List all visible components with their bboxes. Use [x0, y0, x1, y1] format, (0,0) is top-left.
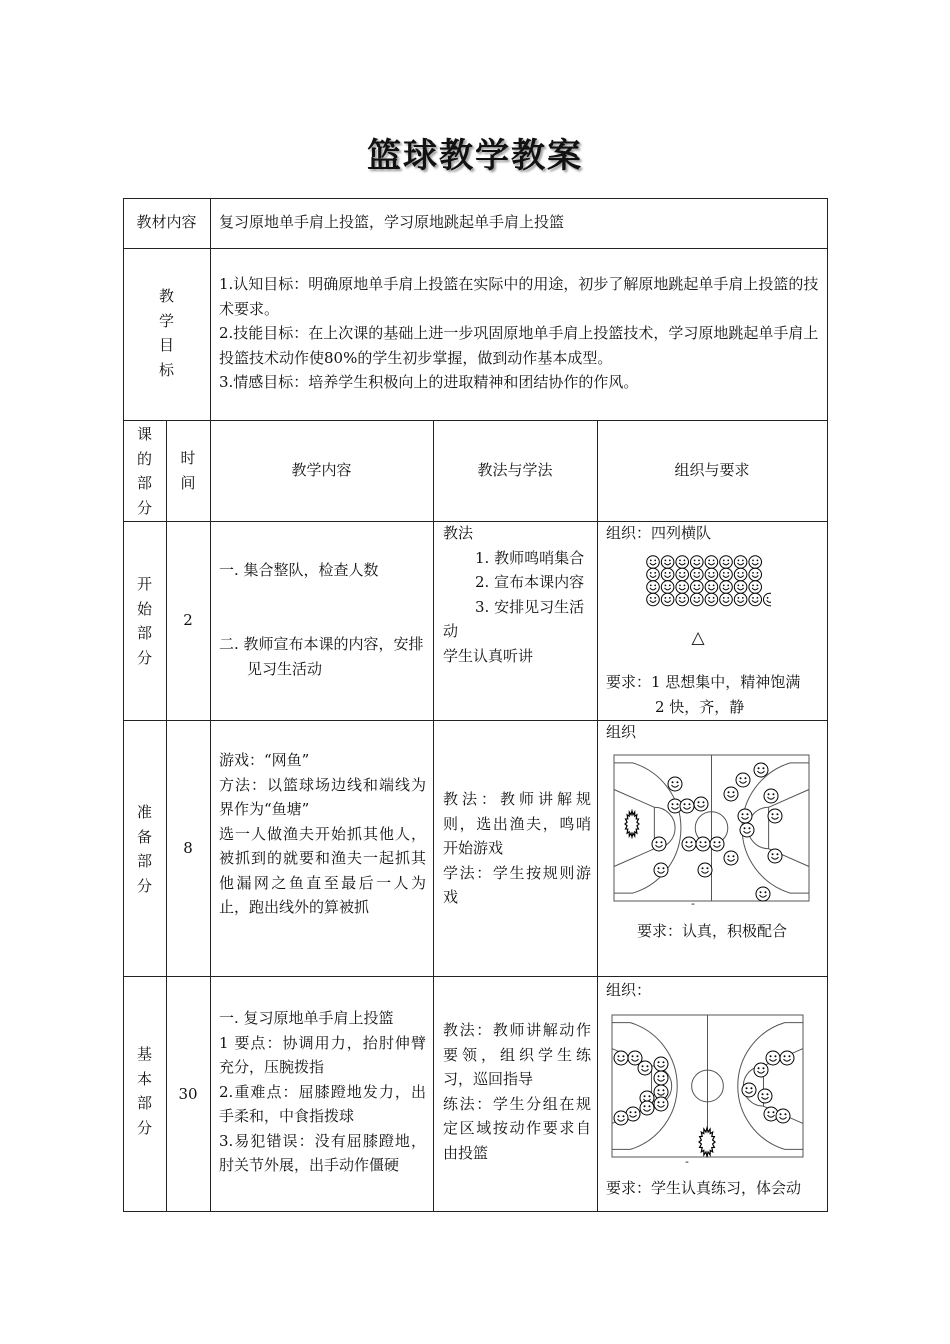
start-org-heading: 组织：四列横队: [606, 524, 712, 542]
student-smiley-icon: [676, 593, 689, 606]
student-smiley-icon: [768, 809, 782, 823]
student-smiley-icon: [652, 837, 666, 851]
start-org-req2: 2 快，齐，静: [655, 698, 745, 716]
student-smiley-icon: [682, 837, 696, 851]
header-content: 教学内容: [291, 461, 352, 479]
student-smiley-icon: [738, 809, 752, 823]
student-smiley-icon: [764, 789, 778, 803]
student-smiley-icon: [647, 581, 660, 594]
material-label: 教材内容: [136, 213, 197, 231]
student-smiley-icon: [720, 581, 733, 594]
student-smiley-icon: [698, 863, 712, 877]
student-smiley-icon: [754, 763, 768, 777]
student-smiley-icon: [691, 556, 704, 569]
student-smiley-icon: [680, 799, 694, 813]
basic-method: 教法：教师讲解动作要领，组织学生练习，巡回指导 练法：学生分组在规定区域按动作要求自由投篮: [443, 1021, 591, 1162]
student-smiley-icon: [749, 593, 762, 606]
method-step: 1. 教师鸣哨集合: [475, 548, 585, 567]
student-smiley-icon: [614, 1111, 628, 1125]
student-smiley-icon: [691, 581, 704, 594]
student-smiley-icon: [676, 556, 689, 569]
student-smiley-icon: [720, 593, 733, 606]
section-part-basic: 基 本 部 分: [136, 1045, 152, 1137]
student-smiley-icon: [661, 581, 674, 594]
teacher-triangle-icon: △: [691, 628, 705, 648]
header-org: 组织与要求: [674, 461, 750, 479]
page-title: 篮球教学教案: [367, 136, 583, 176]
fishing-game-court-diagram: [613, 754, 810, 902]
student-smiley-icon: [749, 556, 762, 569]
student-smiley-icon: [647, 556, 660, 569]
student-smiley-icon: [780, 1051, 794, 1065]
lesson-plan-table: [123, 198, 828, 1212]
section-part-prep: 准 备 部 分: [136, 803, 152, 895]
student-smiley-icon: [742, 1083, 756, 1097]
student-smiley-icon: [720, 568, 733, 581]
student-smiley-icon: [694, 797, 708, 811]
student-smiley-icon: [661, 593, 674, 606]
section-time-start: 2: [183, 611, 193, 629]
student-smiley-icon: [754, 1063, 768, 1077]
student-smiley-icon: [696, 837, 710, 851]
student-smiley-icon: [705, 581, 718, 594]
student-smiley-icon: [705, 556, 718, 569]
section-part-start: 开 始 部 分: [136, 575, 152, 667]
shooting-practice-court-diagram: [611, 1014, 804, 1158]
header-method: 教法与学法: [477, 461, 553, 479]
prep-diagram-dash: -: [691, 897, 695, 910]
material-text: 复习原地单手肩上投篮，学习原地跳起单手肩上投篮: [219, 213, 565, 231]
student-smiley-icon: [724, 787, 738, 801]
section-time-prep: 8: [183, 839, 193, 857]
prep-org-req: 要求：认真，积极配合: [636, 922, 787, 940]
student-smiley-icon: [647, 593, 660, 606]
student-smiley-icon: [710, 837, 724, 851]
header-part: 课 的 部 分: [136, 425, 152, 517]
goal-item: 1.认知目标：明确原地单手肩上投篮在实际中的用途，初步了解原地跳起单手肩上投篮的技术要求。: [219, 275, 819, 318]
student-smiley-icon: [720, 556, 733, 569]
teacher-icon: [699, 1128, 715, 1156]
student-smiley-icon: [734, 556, 747, 569]
goals-label: 教 学 目 标: [158, 287, 174, 379]
student-smiley-icon: [654, 1071, 668, 1085]
fisherman-icon: [625, 811, 639, 837]
method-step: 2. 宣布本课内容: [475, 573, 585, 591]
student-smiley-icon: [691, 593, 704, 606]
student-smiley-icon: [766, 1051, 780, 1065]
student-smiley-icon: [647, 568, 660, 581]
student-smiley-icon: [736, 773, 750, 787]
student-smiley-icon: [654, 1097, 668, 1111]
header-time: 时 间: [180, 449, 196, 492]
student-smiley-icon: [749, 581, 762, 594]
start-method: 教法 1. 教师鸣哨集合 2. 宣布本课内容 3. 安排见习生活动 学生认真听讲: [443, 521, 593, 668]
student-smiley-icon: [758, 1089, 772, 1103]
student-smiley-icon: [676, 581, 689, 594]
goal-item: 3.情感目标：培养学生积极向上的进取精神和团结协作的作风。: [219, 373, 639, 391]
student-smiley-icon: [661, 568, 674, 581]
left-three-point-line: [612, 1023, 677, 1150]
prep-org-heading: 组织: [606, 723, 637, 741]
student-smiley-icon: [705, 568, 718, 581]
prep-method: 教法：教师讲解规则，选出渔夫，鸣哨开始游戏 学法：学生按规则游戏: [443, 790, 591, 906]
basic-org-heading: 组织：: [606, 981, 652, 999]
goals-list: [219, 272, 819, 395]
start-org-req1: 要求：1 思想集中，精神饱满: [606, 673, 801, 691]
student-smiley-icon: [640, 1101, 654, 1115]
goal-item: 2.技能目标：在上次课的基础上进一步巩固原地单手肩上投篮技术，学习原地跳起单手肩上投篮技术动作使80%的学生初步掌握，做到动作基本成型。: [219, 324, 819, 367]
student-smiley-icon: [676, 568, 689, 581]
student-smiley-icon: [756, 887, 770, 901]
student-smiley-icon: [614, 1051, 628, 1065]
student-smiley-icon: [734, 568, 747, 581]
section-time-basic: 30: [178, 1085, 198, 1103]
student-smiley-icon: [654, 863, 668, 877]
student-smiley-icon: [734, 581, 747, 594]
basic-diagram-dash: -: [685, 1155, 689, 1168]
student-smiley-icon: [668, 777, 682, 791]
student-smiley-icon: [764, 593, 772, 606]
start-content-1: 一. 集合整队，检查人数: [219, 561, 379, 579]
basic-org-req: 要求：学生认真练习，体会动: [606, 1179, 802, 1197]
student-smiley-icon: [654, 1057, 668, 1071]
student-smiley-icon: [724, 851, 738, 865]
student-smiley-icon: [768, 849, 782, 863]
start-content-2: 二. 教师宣布本课的内容，安排见习生活动: [219, 635, 424, 678]
student-smiley-icon: [661, 556, 674, 569]
basic-content: 一. 复习原地单手肩上投篮 1 要点：协调用力，抬肘伸臂充分，压腕拨指 2.重难点：屈膝蹬地发力，出手柔和，中食指拨球 3.易犯错误：没有屈膝蹬地，肘关节外展，出手动作僵硬: [219, 1009, 426, 1174]
formation-diagram: [641, 554, 771, 614]
student-smiley-icon: [749, 568, 762, 581]
student-smiley-icon: [776, 1109, 790, 1123]
student-smiley-icon: [638, 1061, 652, 1075]
student-smiley-icon: [734, 593, 747, 606]
prep-content: 游戏：“网鱼” 方法：以篮球场边线和端线为界作为“鱼塘” 选一人做渔夫开始抓其他人，被抓到的就要和渔夫一起抓其他漏网之鱼直至最后一人为止，跑出线外的算被抓: [219, 751, 426, 916]
student-smiley-icon: [705, 593, 718, 606]
student-smiley-icon: [740, 823, 754, 837]
student-smiley-icon: [691, 568, 704, 581]
method-step: 3. 安排见习生活动: [443, 597, 585, 640]
